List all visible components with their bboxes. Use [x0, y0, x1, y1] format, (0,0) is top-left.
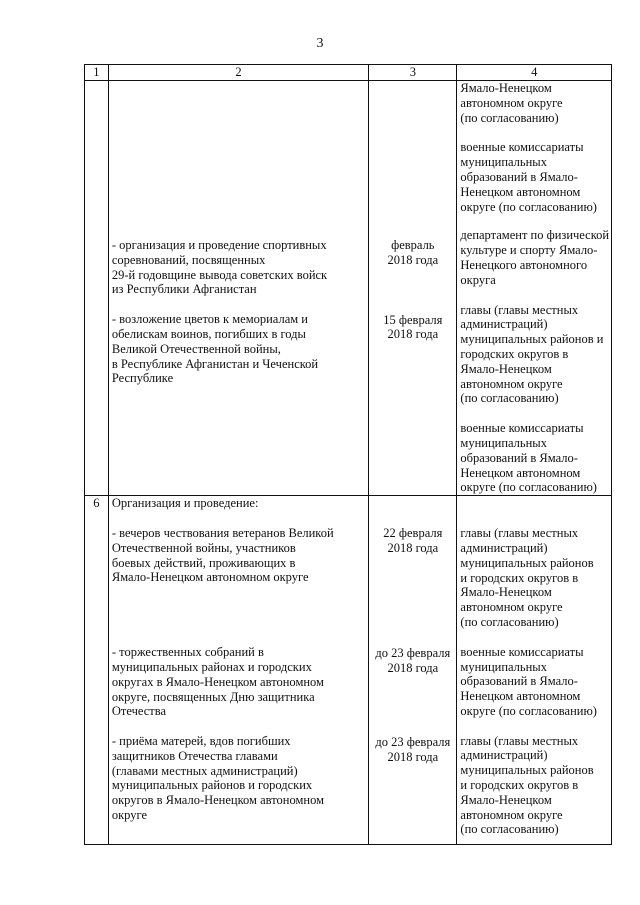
date-line: 22 февраля: [383, 526, 443, 541]
responsible-block: [460, 303, 608, 407]
spacer: [460, 496, 608, 526]
date-block: [372, 646, 453, 676]
responsible-line: автономном округе: [460, 95, 563, 110]
responsible-line: культуре и спорту Ямало-: [460, 243, 598, 258]
spacer: [460, 630, 608, 645]
responsible-line: департамент по физической: [460, 228, 610, 243]
responsible-line: Ямало-Ненецком: [460, 585, 552, 600]
responsible-line: Ненецком автономном: [460, 465, 581, 480]
spacer: [112, 719, 365, 734]
event-line: - торжественных собраний в: [111, 645, 264, 660]
spacer: [112, 81, 365, 238]
event-line: Ямало-Ненецком автономном округе: [111, 570, 309, 585]
event-line: в Республике Афганистан и Чеченской: [111, 356, 319, 371]
responsible-line: образований в Ямало-: [460, 450, 578, 465]
spacer: [112, 585, 365, 645]
event-line: защитников Отечества главами: [111, 748, 278, 763]
spacer: [460, 288, 608, 303]
event-line: - вечеров чествования ветеранов Великой: [111, 525, 334, 540]
date-block: [372, 238, 453, 268]
event-line: - возложение цветов к мемориалам и: [111, 312, 308, 327]
event-line: округе, посвященных Дню защитника: [111, 689, 315, 704]
date-line: до 23 февраля: [375, 735, 451, 750]
row-number-cell: [85, 81, 109, 496]
event-cell: [108, 81, 368, 496]
spacer: [372, 496, 453, 526]
header-col-1: 1: [85, 65, 109, 81]
responsible-line: (по согласованию): [460, 391, 559, 406]
responsible-line: военные комиссариаты: [460, 421, 584, 436]
event-text-block: [112, 734, 365, 823]
table-header-row: [85, 65, 612, 81]
responsible-line: муниципальных: [460, 155, 547, 170]
responsible-line: муниципальных районов и: [460, 332, 604, 347]
responsible-line: Ямало-Ненецком: [460, 792, 552, 807]
responsible-line: администраций): [460, 317, 548, 332]
event-text-block: [112, 238, 365, 297]
responsible-line: Ямало-Ненецком: [460, 81, 552, 95]
spacer: [460, 719, 608, 734]
spacer: [460, 406, 608, 421]
header-col-3: 3: [369, 65, 457, 81]
responsible-line: муниципальных районов: [460, 555, 594, 570]
event-line: 29-й годовщине вывода советских войск: [111, 267, 328, 282]
responsible-line: (по согласованию): [460, 822, 559, 837]
header-col-2: 2: [108, 65, 368, 81]
date-line: февраль: [391, 238, 435, 252]
responsible-line: Ненецком автономном: [460, 184, 581, 199]
responsible-line: военные комиссариаты: [460, 140, 584, 155]
responsible-line: (по согласованию): [460, 614, 559, 629]
date-block: [372, 735, 453, 765]
event-text-block: [112, 526, 365, 585]
event-line: обелискам воинов, погибших в годы: [111, 326, 306, 341]
responsible-block: [460, 645, 608, 719]
event-line: - приёма матерей, вдов погибших: [111, 734, 291, 749]
event-line: округах в Ямало-Ненецком автономном: [111, 674, 324, 689]
event-line: (главами местных администраций): [111, 763, 298, 778]
date-cell: [369, 496, 457, 845]
event-line: соревнований, посвященных: [111, 252, 266, 267]
spacer: [372, 556, 453, 646]
responsible-cell: [457, 496, 612, 845]
event-text-block: [112, 312, 365, 386]
date-line: 2018 года: [387, 750, 439, 765]
section-title: Организация и проведение:: [111, 496, 259, 511]
responsible-block: [460, 228, 608, 287]
event-line: Отечества: [111, 704, 167, 719]
responsible-line: муниципальных районов: [460, 763, 594, 778]
responsible-line: главы (главы местных: [460, 302, 579, 317]
date-line: 2018 года: [387, 252, 439, 267]
responsible-line: городских округов в: [460, 346, 569, 361]
header-col-4: 4: [457, 65, 612, 81]
spacer: [460, 125, 608, 140]
responsible-line: главы (главы местных: [460, 526, 579, 541]
responsible-line: Ненецкого автономного: [460, 257, 588, 272]
responsible-line: и городских округов в: [460, 778, 579, 793]
responsible-cell: [457, 81, 612, 496]
events-table: [84, 64, 612, 845]
spacer: [112, 511, 365, 526]
date-block: [372, 313, 453, 343]
spacer: [460, 214, 608, 228]
spacer: [372, 268, 453, 313]
responsible-line: образований в Ямало-: [460, 169, 578, 184]
responsible-line: округе (по согласованию): [460, 480, 597, 495]
responsible-line: Ямало-Ненецком: [460, 361, 552, 376]
responsible-block: [460, 81, 608, 125]
event-line: Великой Отечественной войны,: [111, 341, 281, 356]
date-cell: [369, 81, 457, 496]
date-line: до 23 февраля: [375, 645, 451, 660]
responsible-line: и городских округов в: [460, 570, 579, 585]
event-text-block: [112, 645, 365, 719]
responsible-line: Ненецком автономном: [460, 689, 581, 704]
responsible-block: [460, 734, 608, 838]
date-line: 2018 года: [387, 660, 439, 675]
responsible-line: автономном округе: [460, 807, 563, 822]
event-line: муниципальных районах и городских: [111, 659, 312, 674]
date-line: 2018 года: [387, 327, 439, 342]
date-line: 2018 года: [387, 540, 439, 555]
table-row: [85, 496, 612, 845]
event-line: боевых действий, проживающих в: [111, 555, 296, 570]
responsible-line: округа: [460, 272, 496, 287]
event-line: муниципальных районов и городских: [111, 778, 313, 793]
spacer: [372, 81, 453, 238]
event-cell: [108, 496, 368, 845]
responsible-line: автономном округе: [460, 376, 563, 391]
row-number-cell: 6: [85, 496, 109, 845]
responsible-line: (по согласованию): [460, 110, 559, 125]
responsible-line: образований в Ямало-: [460, 674, 578, 689]
responsible-line: автономном округе: [460, 600, 563, 615]
responsible-line: муниципальных: [460, 659, 547, 674]
spacer: [372, 675, 453, 735]
responsible-line: военные комиссариаты: [460, 644, 584, 659]
event-line: округе: [111, 808, 148, 823]
responsible-line: округе (по согласованию): [460, 703, 597, 718]
responsible-block: [460, 140, 608, 214]
event-line: Республике: [111, 371, 174, 386]
table-row: [85, 81, 612, 496]
event-line: округов в Ямало-Ненецком автономном: [111, 793, 325, 808]
responsible-line: главы (главы местных: [460, 733, 579, 748]
event-line: Отечественной войны, участников: [111, 540, 296, 555]
responsible-line: администраций): [460, 540, 548, 555]
responsible-line: администраций): [460, 748, 548, 763]
event-line: из Республики Афганистан: [111, 282, 257, 297]
date-block: [372, 526, 453, 556]
event-line: - организация и проведение спортивных: [111, 238, 327, 252]
responsible-block: [460, 526, 608, 630]
spacer: [112, 297, 365, 312]
responsible-line: округе (по согласованию): [460, 199, 597, 214]
responsible-block: [460, 421, 608, 495]
date-line: 15 февраля: [383, 312, 443, 327]
page-number: 3: [316, 36, 324, 51]
responsible-line: муниципальных: [460, 435, 547, 450]
